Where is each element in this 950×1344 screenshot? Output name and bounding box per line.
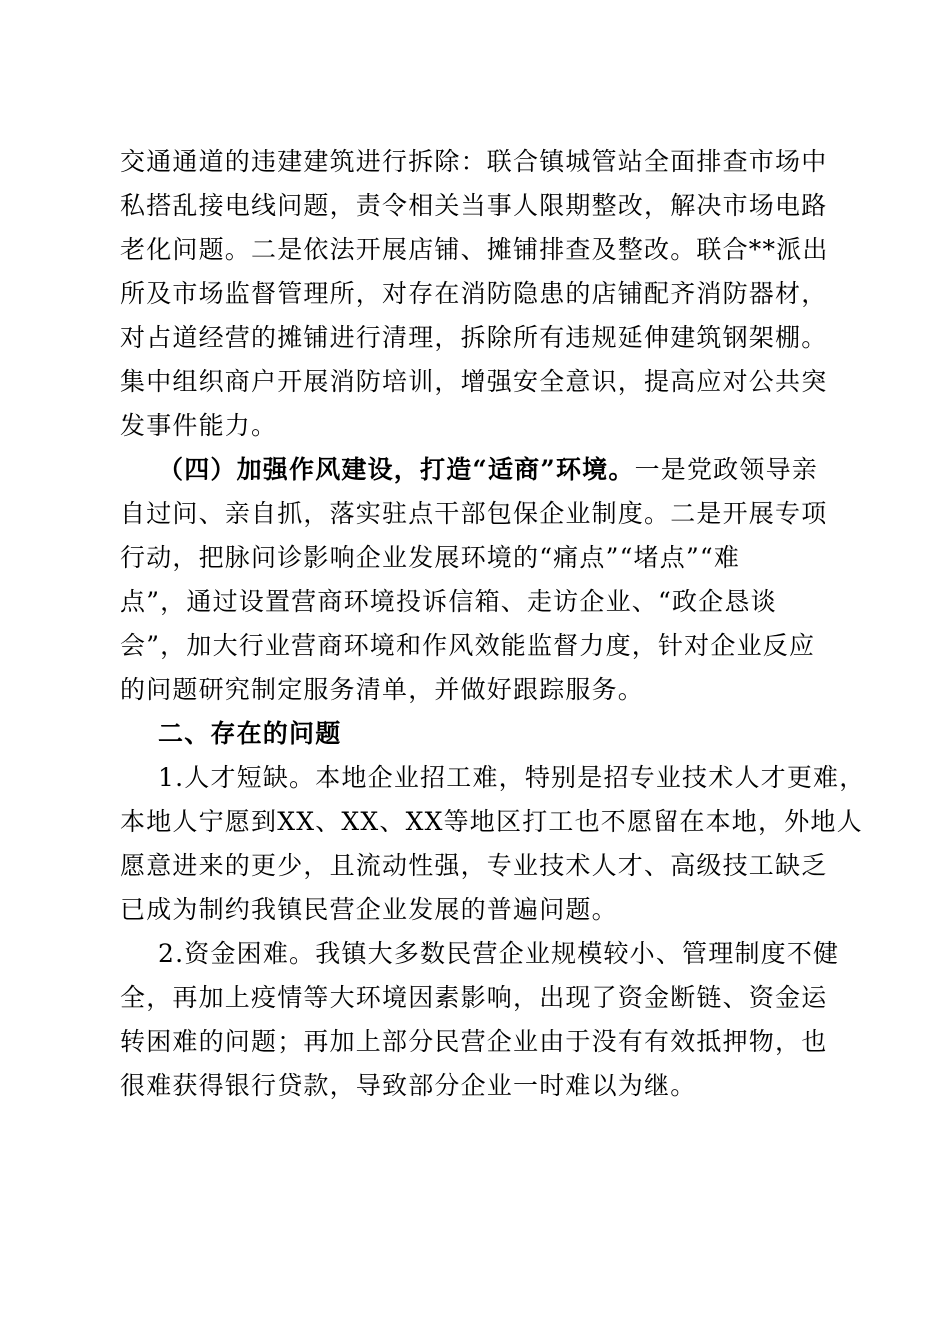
document-body (120, 140, 866, 1108)
text-line: 对占道经营的摊铺进行清理，拆除所有违规延伸建筑钢架棚。 (120, 323, 828, 352)
text-line: 很难获得银行贷款，导致部分企业一时难以为继。 (120, 1071, 697, 1100)
section-heading: 二、存在的问题 (158, 719, 342, 748)
text-line: 交通通道的违建建筑进行拆除：联合镇城管站全面排查市场中 (120, 147, 828, 176)
paragraph-work-style (120, 448, 835, 712)
paragraph-talent-shortage (120, 756, 866, 932)
text-line: 的问题研究制定服务清单，并做好跟踪服务。 (120, 675, 645, 704)
paragraph-market-rectification (120, 140, 835, 448)
text-line: 本地人宁愿到XX、XX、XX等地区打工也不愿留在本地，外地人 (120, 807, 863, 836)
section-lead-four: （四）加强作风建设，打造“适商”环境。 (158, 455, 635, 484)
text-line: 发事件能力。 (120, 411, 278, 440)
text-line: 所及市场监督管理所，对存在消防隐患的店铺配齐消防器材， (120, 279, 828, 308)
section-heading-problems (120, 712, 835, 756)
text-line-rest: 一是党政领导亲 (634, 455, 818, 484)
text-line: 全，再加上疫情等大环境因素影响，出现了资金断链、资金运 (120, 983, 828, 1012)
text-line: 已成为制约我镇民营企业发展的普遍问题。 (120, 895, 618, 924)
text-line: 集中组织商户开展消防培训，增强安全意识，提高应对公共突 (120, 367, 828, 396)
text-line: 愿意进来的更少，且流动性强，专业技术人才、高级技工缺乏 (120, 851, 828, 880)
text-line: 行动，把脉问诊影响企业发展环境的“痛点”“堵点”“难 (120, 543, 741, 572)
text-line: 2.资金困难。我镇大多数民营企业规模较小、管理制度不健 (158, 939, 840, 968)
paragraph-funding-difficulty (120, 932, 840, 1108)
text-line: 点”，通过设置营商环境投诉信箱、走访企业、“政企恳谈 (120, 587, 777, 616)
text-line: 自过问、亲自抓，落实驻点干部包保企业制度。二是开展专项 (120, 499, 828, 528)
text-line: 1.人才短缺。本地企业招工难，特别是招专业技术人才更难， (158, 763, 866, 792)
text-line: 会”，加大行业营商环境和作风效能监督力度，针对企业反应 (120, 631, 816, 660)
text-line: 私搭乱接电线问题，责令相关当事人限期整改，解决市场电路 (120, 191, 828, 220)
text-line: 转困难的问题；再加上部分民营企业由于没有有效抵押物，也 (120, 1027, 828, 1056)
text-line (120, 448, 835, 492)
text-line: 老化问题。二是依法开展店铺、摊铺排查及整改。联合**派出 (120, 235, 829, 264)
